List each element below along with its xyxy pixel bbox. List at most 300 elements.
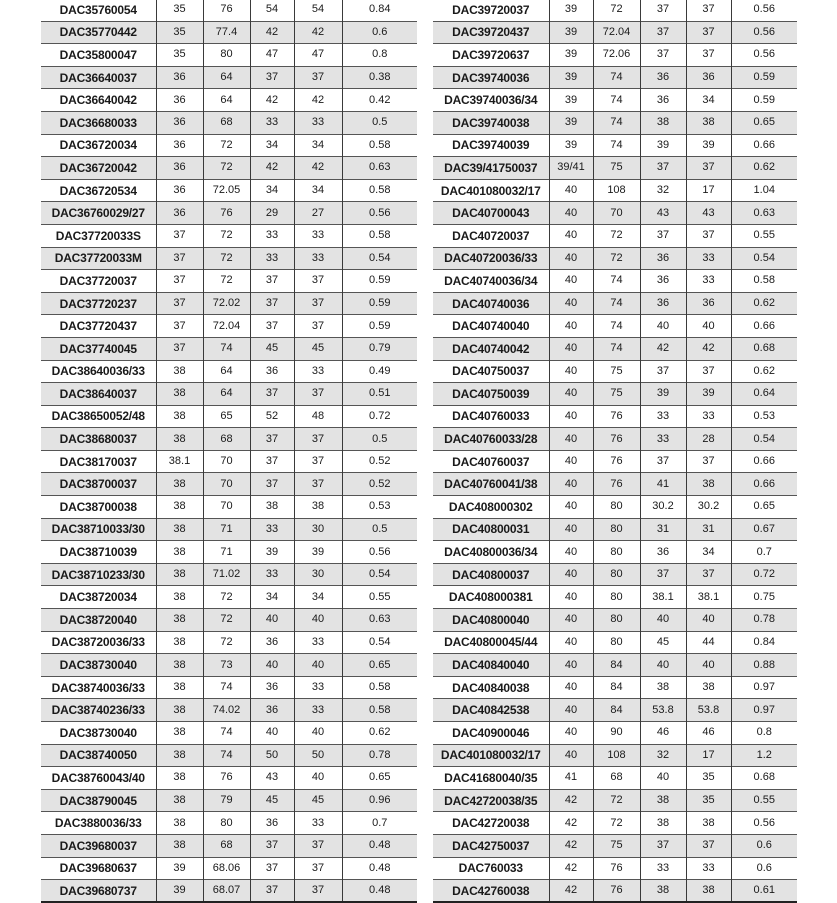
width-inner-cell: 37 <box>250 292 294 315</box>
table-row <box>433 383 797 406</box>
weight-cell: 0.56 <box>731 812 797 835</box>
weight-cell: 0.56 <box>731 44 797 67</box>
part-number-cell: DAC40760041/38 <box>433 473 549 496</box>
table-row <box>433 676 797 699</box>
table-row <box>433 609 797 632</box>
weight-cell: 0.54 <box>731 428 797 451</box>
inner-diameter-cell: 36 <box>156 66 203 89</box>
inner-diameter-cell: 40 <box>549 563 593 586</box>
outer-diameter-cell: 75 <box>593 383 640 406</box>
weight-cell: 0.8 <box>731 722 797 745</box>
outer-diameter-cell: 72.04 <box>593 21 640 44</box>
width-outer-cell: 48 <box>294 405 342 428</box>
outer-diameter-cell: 74 <box>593 134 640 157</box>
outer-diameter-cell: 68 <box>203 428 250 451</box>
width-inner-cell: 41 <box>640 473 686 496</box>
outer-diameter-cell: 76 <box>593 880 640 903</box>
table-row <box>433 586 797 609</box>
part-number-cell: DAC38710033/30 <box>41 518 156 541</box>
weight-cell: 0.8 <box>342 44 417 67</box>
weight-cell: 0.65 <box>342 654 417 677</box>
inner-diameter-cell: 40 <box>549 292 593 315</box>
outer-diameter-cell: 76 <box>593 450 640 473</box>
weight-cell: 0.56 <box>731 21 797 44</box>
table-row <box>433 450 797 473</box>
width-outer-cell: 27 <box>294 202 342 225</box>
weight-cell: 0.54 <box>342 563 417 586</box>
table-row <box>41 541 417 564</box>
width-outer-cell: 38 <box>686 812 731 835</box>
table-row <box>41 586 417 609</box>
width-outer-cell: 33 <box>686 247 731 270</box>
weight-cell: 0.58 <box>342 676 417 699</box>
width-outer-cell: 40 <box>294 654 342 677</box>
part-number-cell: DAC40840040 <box>433 654 549 677</box>
width-outer-cell: 17 <box>686 744 731 767</box>
width-outer-cell: 37 <box>294 315 342 338</box>
inner-diameter-cell: 39 <box>549 0 593 21</box>
outer-diameter-cell: 75 <box>593 157 640 180</box>
width-outer-cell: 42 <box>294 157 342 180</box>
width-outer-cell: 34 <box>294 586 342 609</box>
table-row <box>41 450 417 473</box>
inner-diameter-cell: 42 <box>549 834 593 857</box>
outer-diameter-cell: 70 <box>203 473 250 496</box>
inner-diameter-cell: 40 <box>549 247 593 270</box>
weight-cell: 0.63 <box>731 202 797 225</box>
weight-cell: 0.62 <box>342 722 417 745</box>
weight-cell: 0.72 <box>342 405 417 428</box>
outer-diameter-cell: 72 <box>203 224 250 247</box>
width-inner-cell: 33 <box>640 428 686 451</box>
part-number-cell: DAC37720037 <box>41 270 156 293</box>
part-number-cell: DAC37740045 <box>41 337 156 360</box>
width-outer-cell: 50 <box>294 744 342 767</box>
part-number-cell: DAC36720534 <box>41 179 156 202</box>
weight-cell: 0.56 <box>731 0 797 21</box>
width-inner-cell: 38 <box>640 880 686 903</box>
table-row <box>433 270 797 293</box>
width-inner-cell: 45 <box>250 337 294 360</box>
outer-diameter-cell: 74 <box>593 337 640 360</box>
inner-diameter-cell: 36 <box>156 202 203 225</box>
table-row <box>433 857 797 880</box>
width-inner-cell: 39 <box>250 541 294 564</box>
width-inner-cell: 38 <box>250 496 294 519</box>
weight-cell: 0.61 <box>731 880 797 903</box>
width-outer-cell: 40 <box>686 315 731 338</box>
part-number-cell: DAC40750039 <box>433 383 549 406</box>
inner-diameter-cell: 42 <box>549 857 593 880</box>
width-inner-cell: 33 <box>250 563 294 586</box>
table-row <box>433 202 797 225</box>
width-outer-cell: 31 <box>686 518 731 541</box>
outer-diameter-cell: 76 <box>593 428 640 451</box>
outer-diameter-cell: 65 <box>203 405 250 428</box>
width-inner-cell: 37 <box>250 270 294 293</box>
weight-cell: 0.42 <box>342 89 417 112</box>
outer-diameter-cell: 72.05 <box>203 179 250 202</box>
width-outer-cell: 45 <box>294 789 342 812</box>
inner-diameter-cell: 37 <box>156 337 203 360</box>
outer-diameter-cell: 74 <box>203 722 250 745</box>
weight-cell: 0.53 <box>731 405 797 428</box>
part-number-cell: DAC38170037 <box>41 450 156 473</box>
table-row <box>433 631 797 654</box>
part-number-cell: DAC38760043/40 <box>41 767 156 790</box>
width-inner-cell: 39 <box>640 134 686 157</box>
width-inner-cell: 54 <box>250 0 294 21</box>
outer-diameter-cell: 72 <box>203 247 250 270</box>
outer-diameter-cell: 72 <box>203 609 250 632</box>
inner-diameter-cell: 37 <box>156 315 203 338</box>
table-row <box>41 699 417 722</box>
table-row <box>41 157 417 180</box>
inner-diameter-cell: 38 <box>156 722 203 745</box>
inner-diameter-cell: 38 <box>156 473 203 496</box>
weight-cell: 0.5 <box>342 428 417 451</box>
inner-diameter-cell: 40 <box>549 676 593 699</box>
inner-diameter-cell: 40 <box>549 609 593 632</box>
part-number-cell: DAC37720437 <box>41 315 156 338</box>
part-number-cell: DAC38730040 <box>41 722 156 745</box>
table-row <box>433 315 797 338</box>
table-row <box>41 609 417 632</box>
weight-cell: 0.54 <box>342 631 417 654</box>
width-inner-cell: 38 <box>640 789 686 812</box>
outer-diameter-cell: 80 <box>593 631 640 654</box>
part-number-cell: DAC38720040 <box>41 609 156 632</box>
outer-diameter-cell: 73 <box>203 654 250 677</box>
table-row <box>433 405 797 428</box>
weight-cell: 0.84 <box>342 0 417 21</box>
inner-diameter-cell: 40 <box>549 450 593 473</box>
table-row <box>433 44 797 67</box>
part-number-cell: DAC36640037 <box>41 66 156 89</box>
table-row <box>433 789 797 812</box>
inner-diameter-cell: 40 <box>549 337 593 360</box>
width-outer-cell: 37 <box>294 857 342 880</box>
width-inner-cell: 37 <box>640 44 686 67</box>
outer-diameter-cell: 72.06 <box>593 44 640 67</box>
part-number-cell: DAC38700037 <box>41 473 156 496</box>
width-inner-cell: 42 <box>250 21 294 44</box>
inner-diameter-cell: 40 <box>549 179 593 202</box>
part-number-cell: DAC41680040/35 <box>433 767 549 790</box>
outer-diameter-cell: 74 <box>203 337 250 360</box>
table-row <box>41 496 417 519</box>
part-number-cell: DAC38790045 <box>41 789 156 812</box>
width-outer-cell: 38 <box>686 473 731 496</box>
inner-diameter-cell: 41 <box>549 767 593 790</box>
outer-diameter-cell: 84 <box>593 654 640 677</box>
table-row <box>41 654 417 677</box>
part-number-cell: DAC40800040 <box>433 609 549 632</box>
part-number-cell: DAC39740036 <box>433 66 549 89</box>
weight-cell: 0.59 <box>731 89 797 112</box>
width-outer-cell: 37 <box>294 383 342 406</box>
outer-diameter-cell: 72 <box>203 134 250 157</box>
width-inner-cell: 37 <box>640 224 686 247</box>
width-outer-cell: 54 <box>294 0 342 21</box>
table-row <box>433 157 797 180</box>
part-number-cell: DAC38640036/33 <box>41 360 156 383</box>
part-number-cell: DAC36720034 <box>41 134 156 157</box>
outer-diameter-cell: 72 <box>203 631 250 654</box>
table-row <box>41 428 417 451</box>
weight-cell: 0.62 <box>731 292 797 315</box>
width-inner-cell: 37 <box>250 383 294 406</box>
outer-diameter-cell: 80 <box>593 563 640 586</box>
bearing-spec-table-right <box>433 0 797 903</box>
width-outer-cell: 40 <box>294 722 342 745</box>
weight-cell: 0.7 <box>342 812 417 835</box>
outer-diameter-cell: 74 <box>203 676 250 699</box>
width-inner-cell: 39 <box>640 383 686 406</box>
outer-diameter-cell: 74 <box>593 89 640 112</box>
table-row <box>433 428 797 451</box>
outer-diameter-cell: 72 <box>203 157 250 180</box>
weight-cell: 0.54 <box>342 247 417 270</box>
part-number-cell: DAC40760033/28 <box>433 428 549 451</box>
inner-diameter-cell: 38 <box>156 518 203 541</box>
table-row <box>433 292 797 315</box>
inner-diameter-cell: 39 <box>549 21 593 44</box>
width-outer-cell: 42 <box>294 21 342 44</box>
width-outer-cell: 37 <box>686 224 731 247</box>
width-inner-cell: 33 <box>640 857 686 880</box>
inner-diameter-cell: 39 <box>156 880 203 903</box>
width-inner-cell: 37 <box>640 0 686 21</box>
width-inner-cell: 37 <box>250 473 294 496</box>
outer-diameter-cell: 64 <box>203 66 250 89</box>
width-outer-cell: 53.8 <box>686 699 731 722</box>
weight-cell: 0.49 <box>342 360 417 383</box>
outer-diameter-cell: 80 <box>593 609 640 632</box>
width-outer-cell: 17 <box>686 179 731 202</box>
weight-cell: 0.66 <box>731 134 797 157</box>
outer-diameter-cell: 72 <box>593 812 640 835</box>
table-row <box>433 247 797 270</box>
weight-cell: 0.55 <box>731 789 797 812</box>
table-row <box>41 66 417 89</box>
outer-diameter-cell: 72 <box>593 789 640 812</box>
weight-cell: 0.72 <box>731 563 797 586</box>
width-inner-cell: 36 <box>640 270 686 293</box>
weight-cell: 0.6 <box>731 834 797 857</box>
width-inner-cell: 37 <box>640 834 686 857</box>
inner-diameter-cell: 38 <box>156 563 203 586</box>
inner-diameter-cell: 38 <box>156 767 203 790</box>
part-number-cell: DAC40842538 <box>433 699 549 722</box>
part-number-cell: DAC37720033S <box>41 224 156 247</box>
width-inner-cell: 45 <box>640 631 686 654</box>
table-row <box>41 767 417 790</box>
part-number-cell: DAC39740036/34 <box>433 89 549 112</box>
outer-diameter-cell: 74.02 <box>203 699 250 722</box>
outer-diameter-cell: 108 <box>593 744 640 767</box>
inner-diameter-cell: 40 <box>549 383 593 406</box>
width-inner-cell: 36 <box>250 631 294 654</box>
width-inner-cell: 37 <box>250 880 294 903</box>
outer-diameter-cell: 74 <box>593 66 640 89</box>
table-row <box>433 744 797 767</box>
part-number-cell: DAC760033 <box>433 857 549 880</box>
weight-cell: 0.64 <box>731 383 797 406</box>
outer-diameter-cell: 80 <box>203 812 250 835</box>
weight-cell: 0.78 <box>342 744 417 767</box>
width-outer-cell: 37 <box>686 360 731 383</box>
table-row <box>41 405 417 428</box>
weight-cell: 0.59 <box>731 66 797 89</box>
inner-diameter-cell: 40 <box>549 518 593 541</box>
width-inner-cell: 46 <box>640 722 686 745</box>
weight-cell: 0.62 <box>731 360 797 383</box>
weight-cell: 0.59 <box>342 270 417 293</box>
inner-diameter-cell: 40 <box>549 586 593 609</box>
part-number-cell: DAC408000381 <box>433 586 549 609</box>
width-inner-cell: 36 <box>250 812 294 835</box>
width-outer-cell: 37 <box>686 44 731 67</box>
inner-diameter-cell: 36 <box>156 89 203 112</box>
inner-diameter-cell: 40 <box>549 473 593 496</box>
part-number-cell: DAC39680737 <box>41 880 156 903</box>
part-number-cell: DAC39680037 <box>41 834 156 857</box>
inner-diameter-cell: 38 <box>156 360 203 383</box>
table-row <box>433 111 797 134</box>
width-inner-cell: 36 <box>640 247 686 270</box>
weight-cell: 0.6 <box>342 21 417 44</box>
weight-cell: 0.7 <box>731 541 797 564</box>
part-number-cell: DAC39720437 <box>433 21 549 44</box>
width-inner-cell: 42 <box>250 89 294 112</box>
outer-diameter-cell: 72 <box>593 224 640 247</box>
outer-diameter-cell: 72 <box>203 270 250 293</box>
width-outer-cell: 33 <box>294 111 342 134</box>
weight-cell: 0.68 <box>731 337 797 360</box>
table-row <box>433 0 797 21</box>
inner-diameter-cell: 37 <box>156 270 203 293</box>
outer-diameter-cell: 80 <box>203 44 250 67</box>
table-row <box>41 812 417 835</box>
width-inner-cell: 36 <box>250 360 294 383</box>
part-number-cell: DAC42720038 <box>433 812 549 835</box>
width-inner-cell: 34 <box>250 179 294 202</box>
width-inner-cell: 29 <box>250 202 294 225</box>
width-inner-cell: 37 <box>250 66 294 89</box>
inner-diameter-cell: 40 <box>549 541 593 564</box>
inner-diameter-cell: 35 <box>156 44 203 67</box>
part-number-cell: DAC40760037 <box>433 450 549 473</box>
outer-diameter-cell: 76 <box>593 473 640 496</box>
table-row <box>433 654 797 677</box>
table-row <box>41 360 417 383</box>
inner-diameter-cell: 38 <box>156 676 203 699</box>
part-number-cell: DAC38740050 <box>41 744 156 767</box>
table-row <box>433 66 797 89</box>
width-inner-cell: 40 <box>640 654 686 677</box>
inner-diameter-cell: 38 <box>156 541 203 564</box>
outer-diameter-cell: 70 <box>203 496 250 519</box>
width-inner-cell: 40 <box>250 609 294 632</box>
inner-diameter-cell: 40 <box>549 202 593 225</box>
width-outer-cell: 30 <box>294 563 342 586</box>
width-outer-cell: 38 <box>686 880 731 903</box>
width-outer-cell: 37 <box>294 66 342 89</box>
inner-diameter-cell: 39 <box>549 66 593 89</box>
width-outer-cell: 34 <box>686 541 731 564</box>
width-inner-cell: 37 <box>250 428 294 451</box>
width-inner-cell: 38 <box>640 111 686 134</box>
part-number-cell: DAC38730040 <box>41 654 156 677</box>
inner-diameter-cell: 39 <box>549 44 593 67</box>
weight-cell: 0.6 <box>731 857 797 880</box>
part-number-cell: DAC38650052/48 <box>41 405 156 428</box>
table-row <box>41 473 417 496</box>
weight-cell: 0.88 <box>731 654 797 677</box>
width-inner-cell: 34 <box>250 586 294 609</box>
inner-diameter-cell: 39 <box>549 134 593 157</box>
width-inner-cell: 50 <box>250 744 294 767</box>
table-row <box>433 224 797 247</box>
table-row <box>41 857 417 880</box>
weight-cell: 0.59 <box>342 315 417 338</box>
width-outer-cell: 33 <box>294 631 342 654</box>
weight-cell: 0.79 <box>342 337 417 360</box>
width-inner-cell: 36 <box>250 699 294 722</box>
outer-diameter-cell: 80 <box>593 541 640 564</box>
inner-diameter-cell: 40 <box>549 699 593 722</box>
weight-cell: 0.52 <box>342 473 417 496</box>
inner-diameter-cell: 38 <box>156 744 203 767</box>
width-outer-cell: 37 <box>686 563 731 586</box>
table-row <box>41 224 417 247</box>
outer-diameter-cell: 80 <box>593 518 640 541</box>
outer-diameter-cell: 75 <box>593 834 640 857</box>
inner-diameter-cell: 38 <box>156 789 203 812</box>
weight-cell: 0.68 <box>731 767 797 790</box>
part-number-cell: DAC40700043 <box>433 202 549 225</box>
inner-diameter-cell: 39 <box>549 89 593 112</box>
inner-diameter-cell: 35 <box>156 21 203 44</box>
part-number-cell: DAC40740036/34 <box>433 270 549 293</box>
inner-diameter-cell: 42 <box>549 880 593 903</box>
table-row <box>41 834 417 857</box>
width-outer-cell: 33 <box>294 676 342 699</box>
table-body <box>433 0 797 902</box>
table-row <box>433 834 797 857</box>
weight-cell: 0.84 <box>731 631 797 654</box>
width-outer-cell: 37 <box>294 450 342 473</box>
width-inner-cell: 37 <box>640 21 686 44</box>
inner-diameter-cell: 40 <box>549 405 593 428</box>
width-inner-cell: 38 <box>640 812 686 835</box>
width-outer-cell: 33 <box>686 857 731 880</box>
width-inner-cell: 38 <box>640 676 686 699</box>
table-body <box>41 0 417 902</box>
inner-diameter-cell: 39/41 <box>549 157 593 180</box>
part-number-cell: DAC42760038 <box>433 880 549 903</box>
width-inner-cell: 53.8 <box>640 699 686 722</box>
width-inner-cell: 37 <box>250 834 294 857</box>
part-number-cell: DAC39680637 <box>41 857 156 880</box>
width-inner-cell: 42 <box>250 157 294 180</box>
weight-cell: 0.65 <box>731 496 797 519</box>
outer-diameter-cell: 64 <box>203 360 250 383</box>
width-outer-cell: 37 <box>686 21 731 44</box>
table-row <box>41 563 417 586</box>
outer-diameter-cell: 70 <box>203 450 250 473</box>
